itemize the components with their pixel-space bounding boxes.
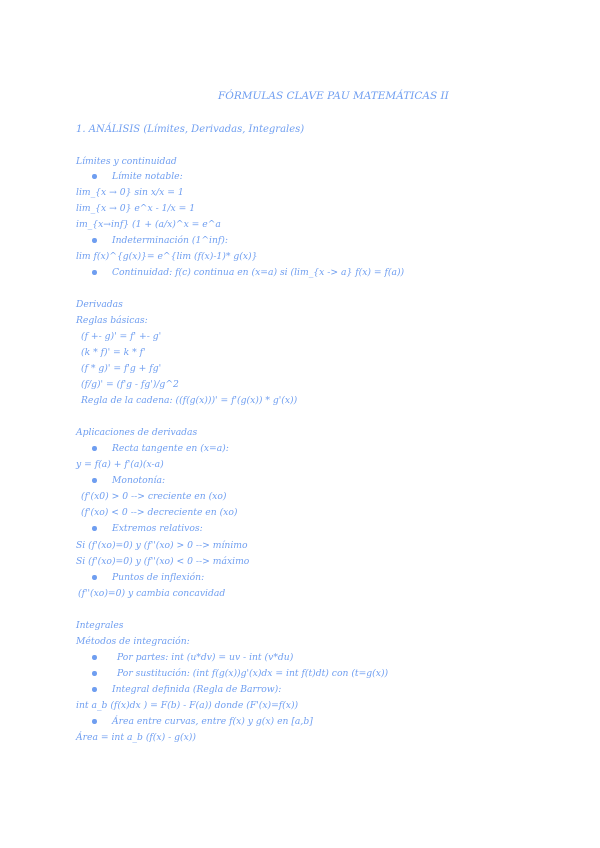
bullet-item: Indeterminación (1^inf): <box>112 235 228 246</box>
bullet-icon <box>92 446 97 451</box>
formula-line: (k * f)' = k * f' <box>81 347 146 358</box>
formula-line: lim f(x)^{g(x)}= e^{lim (f(x)-1)* g(x)} <box>76 251 258 262</box>
bullet-item: Área entre curvas, entre f(x) y g(x) en [a,b] <box>112 716 313 727</box>
formula-line: (f''(xo)=0) y cambia concavidad <box>78 588 226 599</box>
bullet-icon <box>92 526 97 531</box>
formula-line: Si (f'(xo)=0) y (f''(xo) < 0 --> máximo <box>76 556 250 567</box>
formula-line: (f'(x0) > 0 --> creciente en (xo) <box>81 491 227 502</box>
bullet-icon <box>92 687 97 692</box>
bullet-item: Por sustitución: (int f(g(x))g'(x)dx = int f(t)dt) con (t=g(x)) <box>117 668 389 679</box>
formula-line: (f/g)' = (f'g - fg')/g^2 <box>81 379 179 390</box>
bullet-icon <box>92 719 97 724</box>
formula-line: (f'(xo) < 0 --> decreciente en (xo) <box>81 507 238 518</box>
formula-line: Área = int a_b (f(x) - g(x)) <box>76 732 196 743</box>
formula-line: im_{x→inf} (1 + (a/x)^x = e^a <box>76 219 221 230</box>
page-title: FÓRMULAS CLAVE PAU MATEMÁTICAS II <box>218 90 449 102</box>
bullet-icon <box>92 270 97 275</box>
bullet-item: Recta tangente en (x=a): <box>112 443 229 454</box>
subsection-label: Métodos de integración: <box>76 636 190 647</box>
bullet-icon <box>92 655 97 660</box>
bullet-item: Integral definida (Regla de Barrow): <box>112 684 282 695</box>
bullet-item: Puntos de inflexión: <box>112 572 205 583</box>
section-heading: 1. ANÁLISIS (Límites, Derivadas, Integrales) <box>76 124 305 135</box>
subsection-heading: Límites y continuidad <box>76 156 177 167</box>
subsection-heading: Derivadas <box>76 299 123 310</box>
bullet-icon <box>92 174 97 179</box>
formula-line: y = f(a) + f'(a)(x-a) <box>76 459 164 470</box>
bullet-icon <box>92 671 97 676</box>
bullet-icon <box>92 478 97 483</box>
subsection-heading: Aplicaciones de derivadas <box>76 427 198 438</box>
bullet-item: Límite notable: <box>112 171 183 182</box>
formula-line: Si (f'(xo)=0) y (f''(xo) > 0 --> mínimo <box>76 540 248 551</box>
bullet-item: Extremos relativos: <box>112 523 203 534</box>
formula-line: Regla de la cadena: ((f(g(x)))' = f'(g(x)) * g'(x)) <box>81 395 298 406</box>
subsection-heading: Integrales <box>76 620 124 631</box>
bullet-item: Monotonía: <box>112 475 166 486</box>
formula-line: int a_b (f(x)dx ) = F(b) - F(a)) donde (F'(x)=f(x)) <box>76 700 299 711</box>
bullet-icon <box>92 575 97 580</box>
formula-line: lim_{x → 0} e^x - 1/x = 1 <box>76 203 196 214</box>
bullet-item: Por partes: int (u*dv) = uv - int (v*du) <box>117 652 294 663</box>
formula-line: lim_{x → 0} sin x/x = 1 <box>76 187 184 198</box>
formula-line: (f +- g)' = f' +- g' <box>81 331 162 342</box>
bullet-icon <box>92 238 97 243</box>
subsection-label: Reglas básicas: <box>76 315 148 326</box>
formula-line: (f * g)' = f'g + fg' <box>81 363 162 374</box>
bullet-item: Continuidad: f(c) continua en (x=a) si (lim_{x -> a} f(x) = f(a)) <box>112 267 405 278</box>
